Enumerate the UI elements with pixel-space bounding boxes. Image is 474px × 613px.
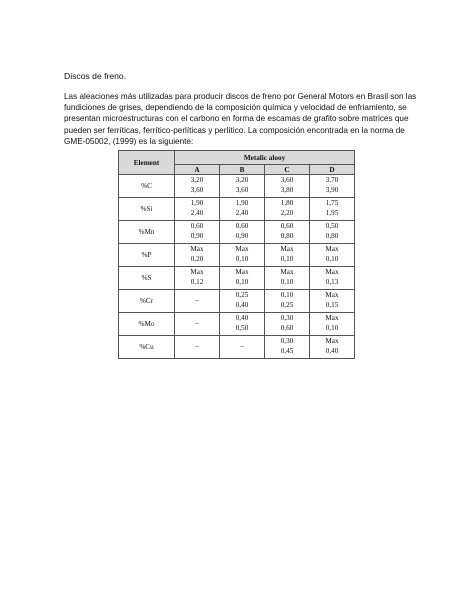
cell-value: Max <box>190 245 204 254</box>
cell-value: Max <box>235 268 249 277</box>
cell-value: 0,50 <box>235 324 249 332</box>
cell-value: 3,60 <box>280 176 294 185</box>
cell-value: – <box>195 342 199 351</box>
cell-value: 1,80 <box>280 199 294 208</box>
cell-value: 0,30 <box>280 314 294 323</box>
value-cell <box>310 175 355 198</box>
value-cell <box>265 313 310 336</box>
value-cell <box>175 198 220 221</box>
cell-value: 2,40 <box>190 209 204 217</box>
cell-value: 3,90 <box>325 186 339 194</box>
value-cell <box>265 175 310 198</box>
cell-value: – <box>195 319 199 328</box>
cell-value: 1,90 <box>235 199 249 208</box>
value-cell <box>310 221 355 244</box>
value-cell <box>220 267 265 290</box>
cell-value: – <box>240 342 244 351</box>
cell-value: 0,12 <box>190 278 204 286</box>
cell-value: 3,60 <box>190 186 204 194</box>
table-row <box>119 244 355 267</box>
cell-value: 0,45 <box>280 347 294 355</box>
cell-value: 3,60 <box>235 186 249 194</box>
value-cell <box>220 221 265 244</box>
cell-value: 0,25 <box>235 291 249 300</box>
cell-value: 3,80 <box>280 186 294 194</box>
value-cell <box>310 198 355 221</box>
paragraph-line: presentan microestructuras con el carbono en forma de escamas de grafito sobre matrices que <box>64 114 409 124</box>
table-body <box>119 175 355 359</box>
cell-value: 0,40 <box>325 347 339 355</box>
cell-value: 0,90 <box>235 232 249 240</box>
value-cell <box>265 244 310 267</box>
value-cell <box>175 336 220 359</box>
cell-value: 0,10 <box>280 255 294 263</box>
element-cell: %Si <box>119 198 175 221</box>
cell-value: 0,60 <box>280 222 294 231</box>
cell-value: 0,10 <box>235 255 249 263</box>
paragraph-line: GME-05002, (1999) es la siguiente: <box>64 136 194 146</box>
element-cell: %Cu <box>119 336 175 359</box>
value-cell <box>220 290 265 313</box>
section-heading: Discos de freno. <box>64 71 127 81</box>
cell-value: 0,20 <box>190 255 204 263</box>
table-row <box>119 313 355 336</box>
paragraph-line: Las aleaciones más utilizadas para producir discos de freno por General Motors en Brasil son las <box>64 92 417 101</box>
value-cell <box>265 267 310 290</box>
cell-value: 2,20 <box>280 209 294 217</box>
cell-value: 3,20 <box>190 176 204 185</box>
cell-value: 0,90 <box>190 232 204 240</box>
cell-value: 0,60 <box>280 324 294 332</box>
cell-value: Max <box>235 245 249 254</box>
cell-value: 3,20 <box>235 176 249 185</box>
cell-value: 0,10 <box>280 291 294 300</box>
cell-value: Max <box>190 268 204 277</box>
cell-value: 0,10 <box>325 324 339 332</box>
composition-table <box>118 150 355 359</box>
element-cell: %S <box>119 267 175 290</box>
cell-value: 0,25 <box>280 301 294 309</box>
cell-value: 0,10 <box>235 278 249 286</box>
cell-value: 0,60 <box>235 222 249 231</box>
cell-value: Max <box>325 337 339 346</box>
cell-value: Max <box>280 245 294 254</box>
element-cell: %Cr <box>119 290 175 313</box>
cell-value: Max <box>325 291 339 300</box>
alloy-column-header: C <box>265 165 310 175</box>
element-cell: %P <box>119 244 175 267</box>
value-cell <box>310 244 355 267</box>
cell-value: 0,10 <box>280 278 294 286</box>
value-cell <box>310 313 355 336</box>
alloy-column-header: B <box>220 165 265 175</box>
table-row <box>119 175 355 198</box>
value-cell <box>175 267 220 290</box>
value-cell <box>310 290 355 313</box>
cell-value: 3,70 <box>325 176 339 185</box>
value-cell <box>310 336 355 359</box>
table-row <box>119 336 355 359</box>
alloy-group-header: Metalic alooy <box>175 151 355 165</box>
value-cell <box>220 244 265 267</box>
cell-value: 0,15 <box>325 301 339 309</box>
cell-value: Max <box>280 268 294 277</box>
cell-value: 1,75 <box>325 199 339 208</box>
value-cell <box>175 313 220 336</box>
element-column-header: Element <box>119 151 175 175</box>
element-cell: %Mn <box>119 221 175 244</box>
value-cell <box>265 290 310 313</box>
cell-value: 0,30 <box>280 337 294 346</box>
cell-value: 0,80 <box>280 232 294 240</box>
cell-value: 0,10 <box>325 255 339 263</box>
value-cell <box>175 290 220 313</box>
cell-value: 0,60 <box>190 222 204 231</box>
alloy-column-header: D <box>310 165 355 175</box>
cell-value: 1,90 <box>190 199 204 208</box>
table-row <box>119 198 355 221</box>
value-cell <box>265 336 310 359</box>
value-cell <box>265 198 310 221</box>
cell-value: 0,13 <box>325 278 339 286</box>
value-cell <box>310 267 355 290</box>
value-cell <box>220 198 265 221</box>
cell-value: – <box>195 296 199 305</box>
cell-value: 0,40 <box>235 314 249 323</box>
value-cell <box>265 221 310 244</box>
table-row <box>119 267 355 290</box>
cell-value: 2,40 <box>235 209 249 217</box>
value-cell <box>175 221 220 244</box>
value-cell <box>175 175 220 198</box>
cell-value: Max <box>325 245 339 254</box>
cell-value: Max <box>325 268 339 277</box>
cell-value: 0,80 <box>325 232 339 240</box>
element-cell: %Mo <box>119 313 175 336</box>
value-cell <box>220 175 265 198</box>
body-paragraph <box>64 91 417 147</box>
element-cell: %C <box>119 175 175 198</box>
cell-value: Max <box>325 314 339 323</box>
cell-value: 0,50 <box>325 222 339 231</box>
value-cell <box>220 313 265 336</box>
paragraph-line: fundiciones de grises, dependiendo de la composición química y velocidad de enfriamiento, se <box>64 103 407 113</box>
table-row <box>119 221 355 244</box>
paragraph-line: pueden ser ferríticas, ferrítico-perlíticas y perlítico. La composición encontrada en la norma de <box>64 125 405 135</box>
value-cell <box>175 244 220 267</box>
cell-value: 0,40 <box>235 301 249 309</box>
alloy-column-header: A <box>175 165 220 175</box>
value-cell <box>220 336 265 359</box>
composition-table-wrapper <box>118 150 354 359</box>
table-row <box>119 290 355 313</box>
cell-value: 1,95 <box>325 209 339 217</box>
